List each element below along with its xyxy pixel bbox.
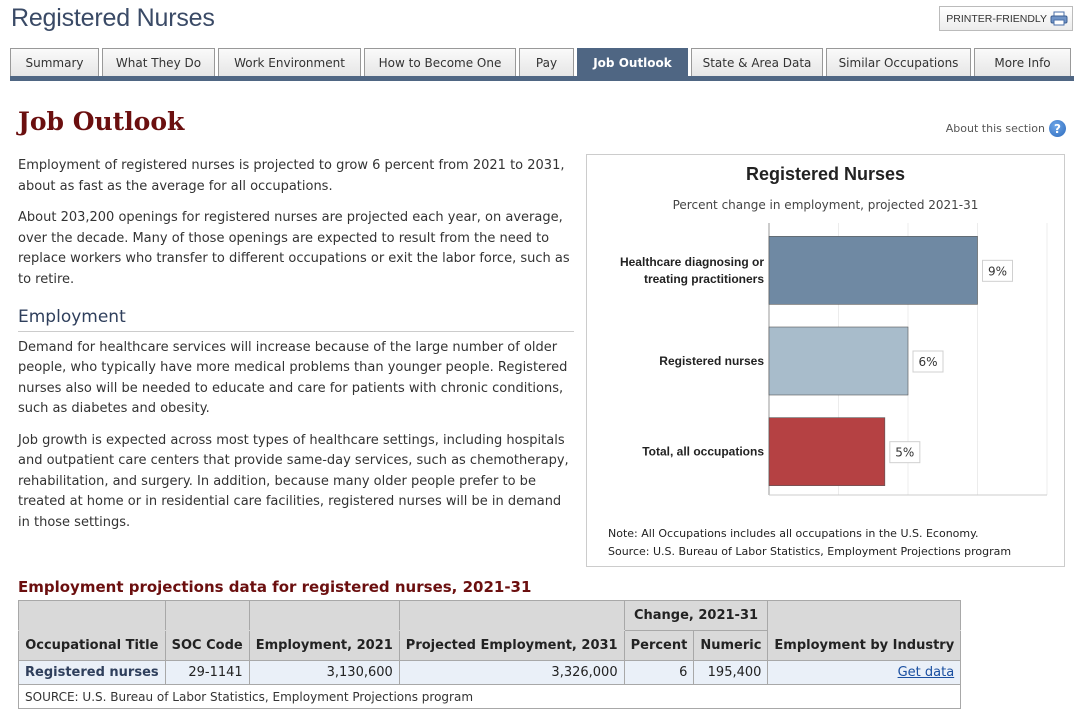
employment-heading: Employment: [18, 307, 574, 332]
get-data-link[interactable]: Get data: [897, 665, 955, 680]
tab-state-area-data[interactable]: State & Area Data: [691, 48, 823, 76]
tab-similar-occupations[interactable]: Similar Occupations: [826, 48, 971, 76]
table-header-spacer: [19, 601, 166, 631]
table-header-spacer: [165, 601, 249, 631]
about-this-section-label: About this section: [945, 122, 1045, 135]
tab-what-they-do[interactable]: What They Do: [102, 48, 215, 76]
table-header: SOC Code: [165, 631, 249, 661]
paragraph: Demand for healthcare services will increase because of the large number of older people, who typically have more medical problems than younger people. Registered nurses also will be needed to educate and care for patients with chronic conditions, such as diabetes and obesity.: [18, 339, 568, 416]
tab-summary[interactable]: Summary: [10, 48, 99, 76]
paragraph: Job growth is expected across most types of healthcare settings, including hospitals and outpatient care centers that provide same-day services, such as chemotherapy, rehabilitation, and surgery. In addition, because many older people prefer to be treated at home or in residential care facilities, registered nurses will be in demand in those settings.: [18, 432, 569, 530]
tab-pay[interactable]: Pay: [519, 48, 574, 76]
table-header: Numeric: [694, 631, 768, 661]
bar-chart: [587, 155, 1066, 568]
chart-bar: [769, 236, 978, 304]
table-source: SOURCE: U.S. Bureau of Labor Statistics, Employment Projections program: [19, 685, 961, 709]
chart-source: Source: U.S. Bureau of Labor Statistics, Employment Projections program: [608, 545, 1012, 558]
chart-value-label: 5%: [895, 445, 915, 460]
tab-job-outlook[interactable]: Job Outlook: [577, 48, 688, 76]
tab-more-info[interactable]: More Info: [974, 48, 1071, 76]
table-source-row: [19, 685, 961, 709]
chart-value-label: 9%: [987, 264, 1008, 279]
help-icon[interactable]: ?: [1049, 120, 1066, 137]
table-row: [19, 661, 961, 685]
chart-note: Note: All Occupations includes all occupations in the U.S. Economy.: [608, 527, 979, 540]
chart-value-label: 6%: [918, 355, 938, 369]
table-cell-projected-2031: 3,326,000: [399, 661, 624, 685]
chart-subtitle: Percent change in employment, projected 2021-31: [672, 198, 979, 212]
chart-bar: [769, 418, 885, 486]
chart-category-label: Registered nurses: [659, 354, 764, 368]
tab-bar: [10, 48, 1074, 77]
table-header: Employment, 2021: [249, 631, 399, 661]
table-header: Employment by Industry: [768, 631, 961, 661]
table-header-spacer: [399, 601, 624, 631]
table-cell-employment-2021: 3,130,600: [249, 661, 399, 685]
paragraph: About 203,200 openings for registered nurses are projected each year, on average, over the decade. Many of those openings are expected to result from the need to replace workers who transfer to different occupations or exit the labor force, such as to retire.: [18, 210, 570, 287]
section-heading: Job Outlook: [18, 107, 185, 136]
table-header-spacer: [768, 601, 961, 631]
chart-note-block: [608, 525, 1011, 561]
paragraph: Employment of registered nurses is projected to grow 6 percent from 2021 to 2031, about as fast as the average for all occupations.: [18, 158, 565, 194]
chart-category-label: Healthcare diagnosing or: [619, 254, 764, 269]
table-cell-title: Registered nurses: [19, 661, 166, 685]
table-cell-soc: 29-1141: [165, 661, 249, 685]
table-cell-industry: [768, 661, 961, 685]
projections-table: [18, 600, 961, 709]
table-header: Percent: [624, 631, 694, 661]
chart-panel: [586, 154, 1065, 567]
page-title: Registered Nurses: [11, 4, 215, 32]
table-cell-numeric: 195,400: [694, 661, 768, 685]
table-header: Occupational Title: [19, 631, 166, 661]
table-header-spacer: [249, 601, 399, 631]
tab-bar-underline: [10, 76, 1074, 81]
chart-title: Registered Nurses: [745, 164, 906, 184]
printer-friendly-button[interactable]: [939, 6, 1073, 31]
printer-friendly-label: PRINTER-FRIENDLY: [946, 12, 1047, 25]
chart-category-label: Total, all occupations: [642, 444, 764, 459]
table-header: Projected Employment, 2031: [399, 631, 624, 661]
chart-category-label: treating practitioners: [643, 271, 764, 286]
tab-work-environment[interactable]: Work Environment: [218, 48, 361, 76]
about-this-section-link[interactable]: [946, 120, 1066, 137]
outlook-text: [18, 156, 574, 544]
printer-icon: [1050, 11, 1068, 26]
table-title: Employment projections data for registered nurses, 2021-31: [18, 578, 532, 596]
table-group-header: Change, 2021-31: [624, 601, 768, 631]
table-cell-percent: 6: [624, 661, 694, 685]
chart-bar: [769, 327, 908, 395]
tab-how-to-become-one[interactable]: How to Become One: [364, 48, 516, 76]
